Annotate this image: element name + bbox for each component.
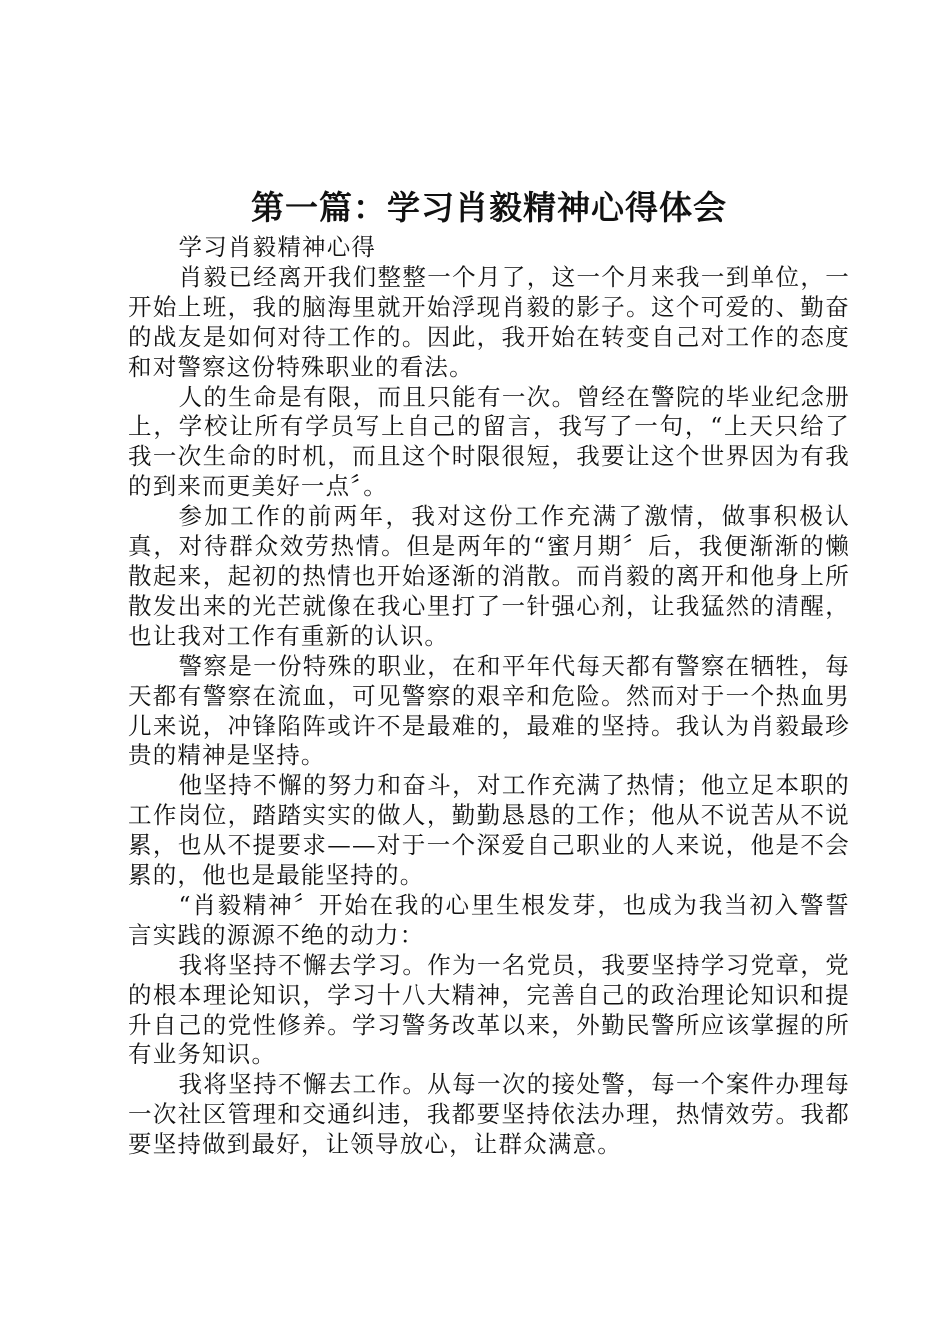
paragraph: 我将坚持不懈去工作。从每一次的接处警，每一个案件办理每一次社区管理和交通纠违，我都要坚持依法办理，热情效劳。我都要坚持做到最好，让领导放心，让群众满意。 [128,1070,850,1159]
paragraph: 人的生命是有限，而且只能有一次。曾经在警院的毕业纪念册上，学校让所有学员写上自己的留言，我写了一句，“上天只给了我一次生命的时机，而且这个时限很短，我要让这个世界因为有我的到来而更美好一点〞。 [128,382,850,501]
paragraph: “肖毅精神〞开始在我的心里生根发芽，也成为我当初入警誓言实践的源源不绝的动力： [128,890,850,949]
document-body [128,233,850,1160]
paragraph: 参加工作的前两年，我对这份工作充满了激情，做事积极认真，对待群众效劳热情。但是两年的“蜜月期〞后，我便渐渐的懒散起来，起初的热情也开始逐渐的消散。而肖毅的离开和他身上所散发出来的光芒就像在我心里打了一针强心剂，让我猛然的清醒，也让我对工作有重新的认识。 [128,502,850,650]
document-title: 第一篇：学习肖毅精神心得体会 [251,188,727,227]
paragraph: 他坚持不懈的努力和奋斗，对工作充满了热情；他立足本职的工作岗位，踏踏实实的做人，勤勤恳恳的工作；他从不说苦从不说累，也从不提要求——对于一个深爱自己职业的人来说，他是不会累的，他也是最能坚持的。 [128,771,850,890]
paragraph: 肖毅已经离开我们整整一个月了，这一个月来我一到单位，一开始上班，我的脑海里就开始浮现肖毅的影子。这个可爱的、勤奋的战友是如何对待工作的。因此，我开始在转变自己对工作的态度和对警察这份特殊职业的看法。 [128,262,850,381]
paragraph-subtitle: 学习肖毅精神心得 [178,233,377,261]
paragraph: 警察是一份特殊的职业，在和平年代每天都有警察在牺牲，每天都有警察在流血，可见警察的艰辛和危险。然而对于一个热血男儿来说，冲锋陷阵或许不是最难的，最难的坚持。我认为肖毅最珍贵的精神是坚持。 [128,651,850,770]
paragraph: 我将坚持不懈去学习。作为一名党员，我要坚持学习党章，党的根本理论知识，学习十八大精神，完善自己的政治理论知识和提升自己的党性修养。学习警务改革以来，外勤民警所应该掌握的所有业务知识。 [128,950,850,1069]
document-page [128,186,850,1160]
